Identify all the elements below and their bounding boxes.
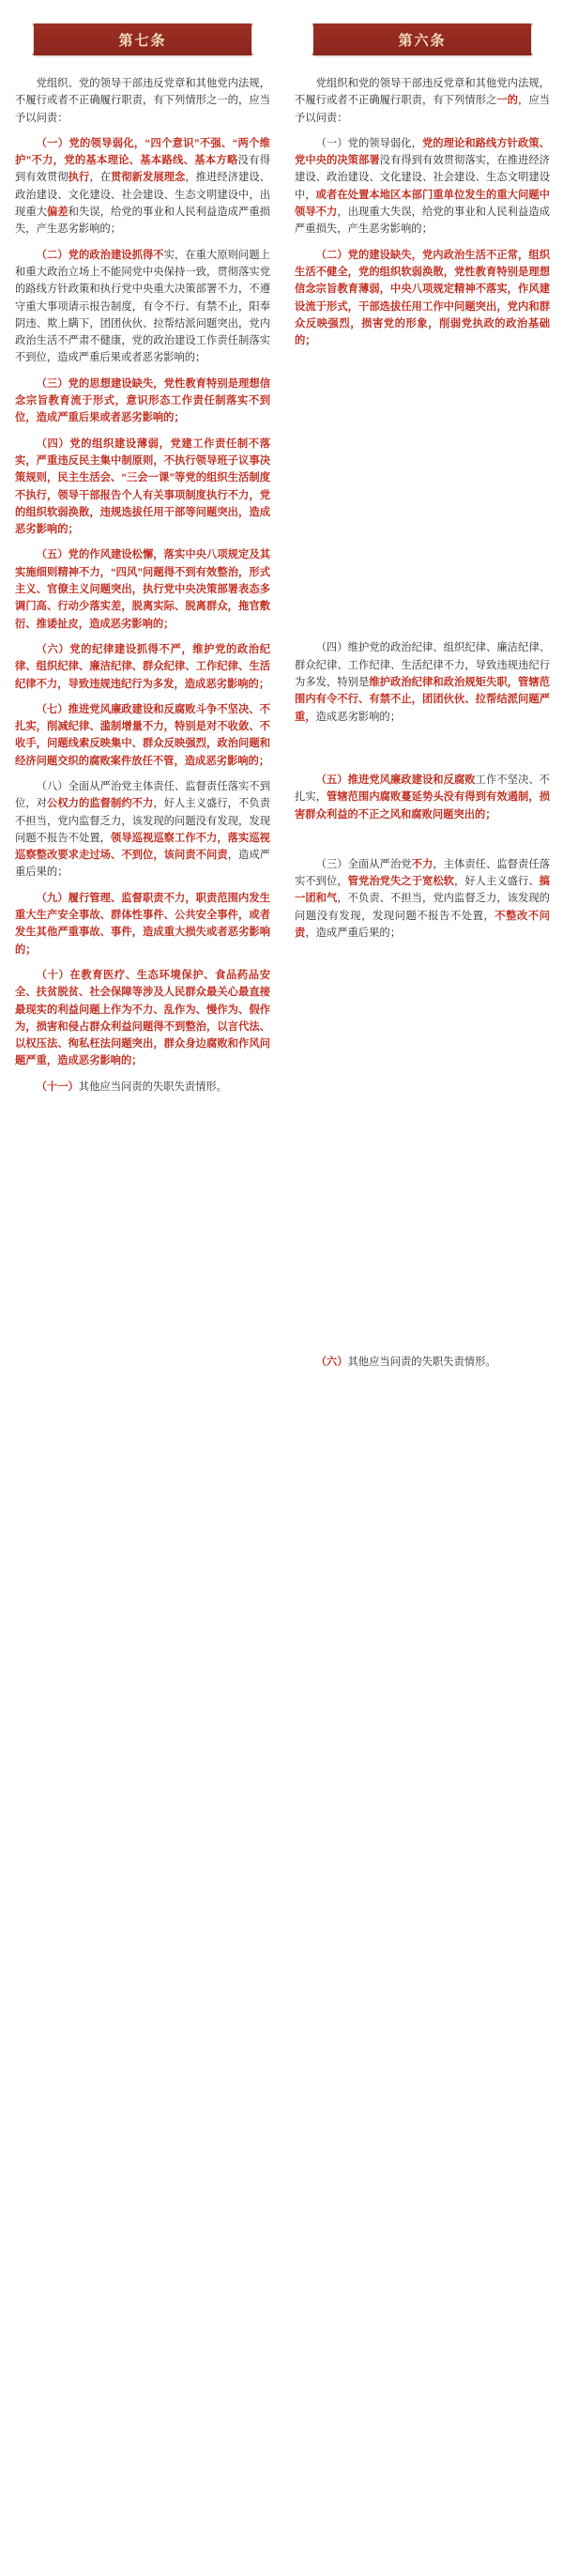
emphasis-text: 管辖范围内腐败蔓延势头没有得到有效遏制，损害群众利益的不正之风和腐败问题突出的； [295, 791, 550, 820]
emphasis-text: 斗争 [195, 703, 218, 715]
body-text: ，好人主义盛行、 [454, 876, 540, 888]
body-text: 党组织、党的领导干部违反党章和其他党内法规，不履行或者不正确履行职责，有下列情形之一的，应当予以问责： [15, 78, 270, 124]
right-heading-text: 第六条 [398, 32, 447, 49]
emphasis-text: （六）党的纪律建设抓得不严，维护党的政治纪律、组织纪律、廉洁纪律、群众纪律、工作纪律、生活纪律不力，导致违规违纪行为多发，造成恶劣影响的； [15, 643, 270, 690]
clause-paragraph [295, 639, 550, 725]
vertical-spacer [295, 950, 550, 1354]
clause-paragraph [15, 75, 270, 127]
emphasis-text: （七）推进党风廉政建设和反腐败 [36, 703, 196, 715]
left-heading-text: 第七条 [118, 32, 167, 49]
emphasis-text: 或者在处置本地区本部门重单位发生的重大问题中领导不力 [295, 189, 550, 219]
right-heading-ribbon [295, 13, 550, 66]
clause-paragraph [15, 376, 270, 427]
clause-paragraph [295, 247, 550, 350]
body-text: ，不负责、不担当，党内监督乏力，该发现的问题没有发现，发现问题不报告不处置， [295, 893, 550, 922]
body-text: ，应当予以问责： [295, 95, 550, 124]
emphasis-text: （四）党的组织建设薄弱，党建工作责任制不落实，严重违反民主集中制原则，不执行领导班子议事决策规则，民主生活会、“三会一课”等党的组织生活制度不执行，领导干部报告个人有关事项制度执行不力，党的组织软弱涣散，违规选拔任用干部等问题突出，造成恶劣影响的； [15, 437, 270, 536]
emphasis-text: “四个意识”不强、“两个维护”不力，党的基本理论、基本路线、基本方略 [15, 137, 270, 167]
body-text: 工作 [475, 774, 497, 786]
clause-paragraph [295, 75, 550, 127]
left-column-body [15, 75, 270, 1096]
body-text: （四）维护党的政治纪律、组织纪律、廉洁纪律、群众纪律、工作纪律、生活纪律不力，导致违规违纪行为多发，特别是 [295, 642, 550, 689]
body-text: （三）全面从严治党 [315, 858, 412, 870]
body-text: ，造成严重后果的； [305, 928, 401, 940]
clause-paragraph [15, 436, 270, 539]
emphasis-text: （二）党的建设缺失，党内政治生活不正常，组织生活不健全，党的组织软弱涣散，党性教育特别是理想信念宗旨教育薄弱，中央八项规定精神不落实，作风建设流于形式，干部选拔任用工作中问题突出，党内和群众反映强烈，损害党的形象，削弱党执政的政治基础的； [295, 249, 550, 347]
emphasis-text: 偏差 [47, 207, 68, 219]
vertical-spacer [295, 734, 550, 772]
emphasis-text: （十）在教育医疗、生态环境保护、食品药品安全、扶贫脱贫、社会保障等涉及人民群众最关心最直接最现实的利益问题上作为不力、乱作为、慢作为、假作为，损害和侵占群众利益问题得不到整治，以言代法、以权压法、徇私枉法问题突出，群众身边腐败和作风问题严重，造成恶劣影响的； [15, 969, 270, 1067]
emphasis-text: （二）党的政治建设抓得不 [36, 249, 164, 261]
clause-paragraph [15, 778, 270, 882]
body-text: （一）党的领导弱化， [315, 137, 422, 149]
emphasis-text: （六） [315, 1357, 348, 1369]
clause-paragraph [15, 641, 270, 693]
left-heading-ribbon [15, 13, 270, 66]
emphasis-text: （九）履行管理、监督职责不力，职责范围内发生重大生产安全事故、群体性事件、公共安全事件，或者发生其他严重事故、事件，造成重大损失或者恶劣影响的； [15, 892, 270, 956]
clause-paragraph [295, 772, 550, 823]
body-text: 和 [68, 207, 80, 219]
clause-paragraph [15, 890, 270, 958]
emphasis-text: （一）党的领导弱化， [36, 137, 145, 149]
emphasis-text: 不坚决、不扎实， [15, 703, 270, 733]
emphasis-text: 维护政治纪律和政治规矩失职，管辖范围内有令不行、有禁不止，团团伙伙、拉帮结派问题严重， [295, 677, 550, 723]
right-column-body [295, 75, 550, 1372]
body-text: 造成恶劣影响的； [315, 711, 401, 723]
vertical-spacer [295, 832, 550, 856]
emphasis-text: 不力 [411, 858, 434, 870]
body-text: 没有得到有效贯彻 [15, 155, 270, 184]
right-heading-label [313, 23, 531, 55]
emphasis-text: 不整改不问责 [295, 910, 550, 940]
body-text: ，主体责任、监督责任落实不到位， [295, 858, 550, 888]
body-text: （八）全面从严治党主体责任、监督责任落实不到位，对 [15, 780, 270, 810]
body-text: 失误 [79, 207, 100, 219]
left-heading-label [34, 23, 251, 55]
emphasis-text: 领导巡视巡察工作不力，落实巡视巡察整改要求走过场、不到位，该问责不问责 [15, 832, 270, 862]
body-text: 党组织 [315, 78, 348, 89]
emphasis-text: （十一） [36, 1081, 79, 1093]
emphasis-text: 一的 [496, 95, 518, 107]
body-text: 不坚决、不扎实， [295, 774, 550, 804]
emphasis-text: 削减 [47, 721, 68, 733]
body-text: ，出现重大失误，给党的事业和人民利益造成严重损失，产生恶劣影响的； [295, 207, 550, 236]
clause-paragraph [295, 135, 550, 238]
emphasis-text: 公权力的监督制约不力 [47, 798, 154, 810]
clause-paragraph [15, 546, 270, 632]
emphasis-text: 贯彻新发展理念 [111, 172, 186, 184]
body-text: ，给党的事业和人民利益造成严重损失，产生恶劣影响的； [15, 207, 270, 236]
body-text: ，造成严重后果的； [15, 850, 270, 879]
clause-paragraph [15, 135, 270, 238]
body-text: 实，在重大原则问题上和重大政治立场上不能同党中央保持一致，贯彻落实党的路线方针政策和执行党中央重大决策部署不力，不遵守重大事项请示报告制度，有令不行、有禁不止，阳奉阴违、欺上瞒下，团团伙伙、拉帮结派问题突出，党内政治生活不严肃不健康，党的政治建设工作责任制落实不到位，造成严重后果或者恶劣影响的； [15, 249, 270, 364]
body-text: ，推进经济建设、政治建设、文化建设、社会建设、生态文明建设中，出现重大 [15, 172, 270, 219]
clause-paragraph [15, 967, 270, 1070]
body-text: ，在 [89, 172, 112, 184]
body-text: ，好人主义盛行，不负责不担当，党内监督乏力，该发现的问题没有发现，发现问题不报告不处置， [15, 798, 270, 844]
emphasis-text: 管党治党失之于宽松软 [347, 876, 454, 888]
clause-paragraph [15, 701, 270, 770]
emphasis-text: （五）推进党风廉政建设和反腐败 [315, 774, 476, 786]
emphasis-text: 党的理论和路线方针政策、党中央的决策部署 [295, 137, 550, 167]
body-text: 没有得到有效贯彻落实，在推进经济建设、政治建设、文化建设、社会建设、生态文明建设中， [295, 155, 550, 201]
emphasis-text: （五）党的作风建设松懈，落实中央八项规定及其实施细则精神不力，“四风”问题得不到有效整治，形式主义、官僚主义问题突出，执行党中央决策部署表态多调门高、行动少落实差，脱离实际、脱离群众，拖官敷衍、推诿扯皮，造成恶劣影响的； [15, 549, 270, 630]
emphasis-text: （三）党的思想建设缺失，党性教育特别是理想信念宗旨教育流于形式，意识形态工作责任制落实不到位，造成严重后果或者恶劣影响的； [15, 377, 270, 424]
clause-paragraph [15, 1079, 270, 1096]
clause-paragraph [295, 1354, 550, 1371]
emphasis-text: 执行 [68, 172, 90, 184]
column-left [0, 0, 282, 1418]
clause-paragraph [295, 856, 550, 942]
body-text: 和党的领导干部违反党章和其他党内法规，不履行或者不正确履行职责，有下列情形之 [295, 78, 550, 107]
emphasis-text: 纪律、滥制增量不力，特别是对不收敛、不收手，问题线索反映集中、群众反映强烈，政治问题和经济问题交织的腐败案件放任不管，造成恶劣影响的； [15, 721, 270, 767]
emphasis-text: 搞一团和气 [295, 876, 550, 905]
body-text: 其他应当问责的失职失责情形。 [78, 1081, 227, 1093]
clause-paragraph [15, 247, 270, 367]
vertical-spacer [295, 358, 550, 639]
column-right [282, 0, 563, 1418]
body-text: 其他应当问责的失职失责情形。 [347, 1357, 496, 1369]
